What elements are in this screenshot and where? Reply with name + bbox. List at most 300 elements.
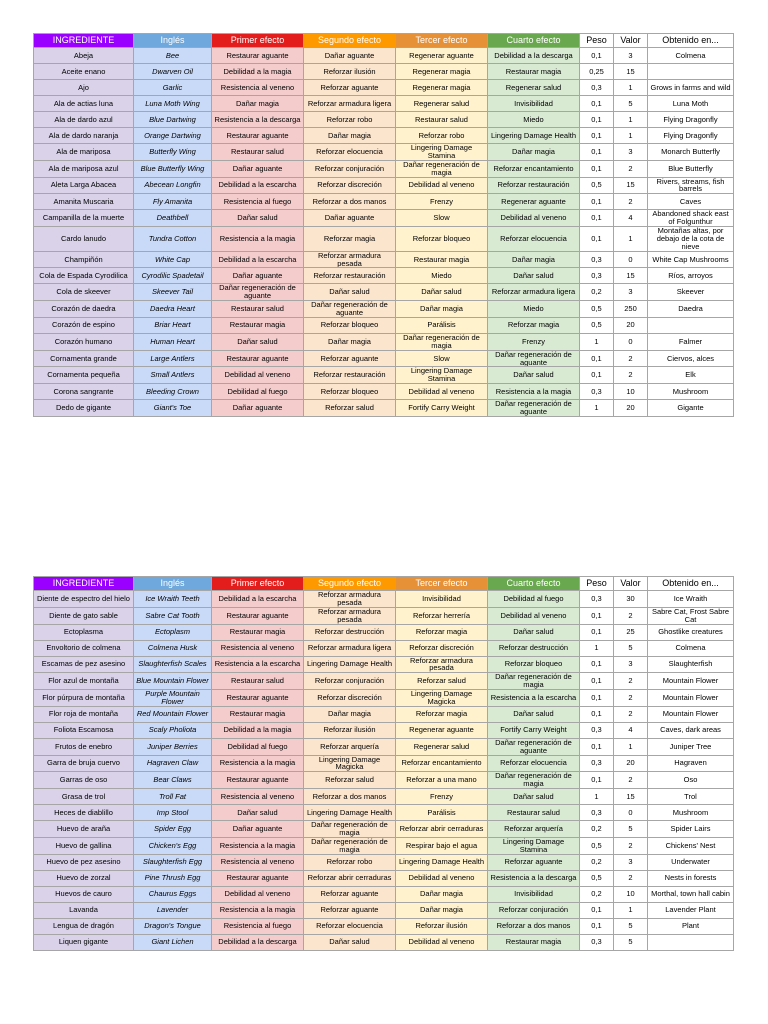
cell-peso: 0,3: [580, 591, 614, 608]
cell-segundo-efecto: Reforzar abrir cerraduras: [304, 870, 396, 886]
cell-tercer-efecto: Reforzar a una mano: [396, 772, 488, 789]
header-tercer-efecto: Tercer efecto: [396, 34, 488, 48]
cell-peso: 0,1: [580, 673, 614, 690]
cell-peso: 0,1: [580, 902, 614, 918]
cell-cuarto-efecto: Debilidad al fuego: [488, 591, 580, 608]
cell-tercer-efecto: Reforzar armadura pesada: [396, 656, 488, 673]
cell-peso: 1: [580, 789, 614, 805]
cell-tercer-efecto: Slow: [396, 210, 488, 227]
cell-ingrediente: Flor roja de montaña: [34, 706, 134, 722]
table-row: [34, 268, 734, 284]
cell-ingrediente: Garras de oso: [34, 772, 134, 789]
cell-segundo-efecto: Reforzar arquería: [304, 738, 396, 755]
table-row: [34, 317, 734, 333]
cell-obtenido: Ice Wraith: [648, 591, 734, 608]
cell-cuarto-efecto: Dañar regeneración de aguante: [488, 738, 580, 755]
header-ingrediente: INGREDIENTE: [34, 577, 134, 591]
cell-ingles: Small Antlers: [134, 367, 212, 384]
cell-segundo-efecto: Dañar regeneración de aguante: [304, 301, 396, 318]
cell-obtenido: Abandoned shack east of Folgunthur: [648, 210, 734, 227]
cell-primer-efecto: Dañar aguante: [212, 268, 304, 284]
cell-segundo-efecto: Reforzar a dos manos: [304, 789, 396, 805]
cell-tercer-efecto: Reforzar robo: [396, 128, 488, 144]
cell-obtenido: Montañas altas, por debajo de la cota de nieve: [648, 227, 734, 252]
cell-ingles: Briar Heart: [134, 317, 212, 333]
cell-tercer-efecto: Restaurar salud: [396, 112, 488, 128]
cell-tercer-efecto: Dañar regeneración de magia: [396, 160, 488, 177]
cell-segundo-efecto: Reforzar discreción: [304, 690, 396, 707]
cell-obtenido: Nests in forests: [648, 870, 734, 886]
cell-valor: 4: [614, 210, 648, 227]
cell-peso: 0,1: [580, 112, 614, 128]
cell-ingrediente: Corazón humano: [34, 333, 134, 350]
cell-ingrediente: Champiñón: [34, 251, 134, 268]
cell-peso: 0,1: [580, 350, 614, 367]
cell-ingrediente: Liquen gigante: [34, 934, 134, 950]
cell-segundo-efecto: Reforzar aguante: [304, 350, 396, 367]
cell-peso: 0,1: [580, 227, 614, 252]
cell-obtenido: Caves, dark areas: [648, 722, 734, 738]
cell-valor: 1: [614, 902, 648, 918]
cell-ingrediente: Huevo de araña: [34, 821, 134, 838]
cell-valor: 5: [614, 821, 648, 838]
cell-obtenido: Lavender Plant: [648, 902, 734, 918]
cell-cuarto-efecto: Dañar salud: [488, 268, 580, 284]
cell-ingles: Blue Butterfly Wing: [134, 160, 212, 177]
cell-segundo-efecto: Reforzar robo: [304, 854, 396, 870]
cell-segundo-efecto: Lingering Damage Health: [304, 656, 396, 673]
table-row: [34, 656, 734, 673]
cell-segundo-efecto: Reforzar armadura pesada: [304, 591, 396, 608]
cell-peso: 0,1: [580, 624, 614, 640]
cell-obtenido: Spider Lairs: [648, 821, 734, 838]
cell-valor: 5: [614, 934, 648, 950]
cell-tercer-efecto: Dañar magia: [396, 902, 488, 918]
cell-ingles: Chicken's Egg: [134, 837, 212, 854]
cell-primer-efecto: Restaurar aguante: [212, 772, 304, 789]
cell-peso: 0,5: [580, 837, 614, 854]
cell-valor: 3: [614, 144, 648, 161]
cell-peso: 0,3: [580, 251, 614, 268]
cell-cuarto-efecto: Debilidad al veneno: [488, 210, 580, 227]
cell-tercer-efecto: Frenzy: [396, 789, 488, 805]
cell-peso: 0,2: [580, 886, 614, 902]
table-row: [34, 755, 734, 772]
cell-obtenido: Colmena: [648, 48, 734, 64]
cell-primer-efecto: Dañar salud: [212, 805, 304, 821]
table-row: [34, 607, 734, 624]
cell-ingrediente: Frutos de enebro: [34, 738, 134, 755]
cell-valor: 2: [614, 160, 648, 177]
cell-primer-efecto: Debilidad al fuego: [212, 384, 304, 400]
cell-cuarto-efecto: Frenzy: [488, 333, 580, 350]
cell-obtenido: Flying Dragonfly: [648, 128, 734, 144]
table-row: [34, 805, 734, 821]
cell-segundo-efecto: Dañar aguante: [304, 48, 396, 64]
cell-valor: 2: [614, 706, 648, 722]
cell-primer-efecto: Restaurar aguante: [212, 48, 304, 64]
cell-valor: 25: [614, 624, 648, 640]
cell-ingrediente: Lengua de dragón: [34, 918, 134, 934]
cell-cuarto-efecto: Reforzar elocuencia: [488, 227, 580, 252]
table-row: [34, 128, 734, 144]
cell-ingles: Human Heart: [134, 333, 212, 350]
table-row: [34, 722, 734, 738]
cell-tercer-efecto: Regenerar aguante: [396, 722, 488, 738]
cell-peso: 0,2: [580, 821, 614, 838]
cell-cuarto-efecto: Lingering Damage Health: [488, 128, 580, 144]
cell-peso: 0,1: [580, 210, 614, 227]
cell-segundo-efecto: Lingering Damage Health: [304, 805, 396, 821]
table-row: [34, 64, 734, 80]
header-ingles: Inglés: [134, 34, 212, 48]
header-primer-efecto: Primer efecto: [212, 577, 304, 591]
cell-primer-efecto: Restaurar magia: [212, 624, 304, 640]
cell-ingrediente: Flor azul de montaña: [34, 673, 134, 690]
cell-obtenido: Caves: [648, 194, 734, 210]
cell-obtenido: Hagraven: [648, 755, 734, 772]
table-row: [34, 690, 734, 707]
table-row: [34, 112, 734, 128]
cell-ingles: Imp Stool: [134, 805, 212, 821]
cell-tercer-efecto: Parálisis: [396, 317, 488, 333]
cell-ingles: Deathbell: [134, 210, 212, 227]
cell-valor: 0: [614, 805, 648, 821]
table-row: [34, 144, 734, 161]
cell-ingrediente: Flor púrpura de montaña: [34, 690, 134, 707]
cell-ingles: Orange Dartwing: [134, 128, 212, 144]
cell-peso: 0,5: [580, 301, 614, 318]
cell-ingrediente: Cola de skeever: [34, 284, 134, 301]
cell-valor: 15: [614, 177, 648, 194]
cell-ingles: Purple Mountain Flower: [134, 690, 212, 707]
cell-ingrediente: Aleta Larga Abacea: [34, 177, 134, 194]
cell-tercer-efecto: Miedo: [396, 268, 488, 284]
cell-cuarto-efecto: Restaurar salud: [488, 805, 580, 821]
cell-obtenido: Blue Butterfly: [648, 160, 734, 177]
cell-obtenido: Elk: [648, 367, 734, 384]
cell-ingles: Cyrodilic Spadetail: [134, 268, 212, 284]
cell-ingrediente: Huevo de pez asesino: [34, 854, 134, 870]
cell-ingles: Pine Thrush Egg: [134, 870, 212, 886]
cell-cuarto-efecto: Restaurar magia: [488, 64, 580, 80]
cell-tercer-efecto: Lingering Damage Stamina: [396, 144, 488, 161]
cell-cuarto-efecto: Debilidad a la descarga: [488, 48, 580, 64]
cell-obtenido: [648, 317, 734, 333]
table-row: [34, 301, 734, 318]
cell-peso: 0,3: [580, 755, 614, 772]
cell-primer-efecto: Dañar salud: [212, 333, 304, 350]
cell-ingles: Garlic: [134, 80, 212, 96]
cell-ingles: Blue Dartwing: [134, 112, 212, 128]
cell-tercer-efecto: Reforzar magia: [396, 624, 488, 640]
cell-cuarto-efecto: Resistencia a la magia: [488, 384, 580, 400]
cell-ingrediente: Ajo: [34, 80, 134, 96]
cell-peso: 0,1: [580, 144, 614, 161]
cell-primer-efecto: Dañar aguante: [212, 400, 304, 417]
header-ingles: Inglés: [134, 577, 212, 591]
cell-ingles: Large Antlers: [134, 350, 212, 367]
cell-obtenido: Underwater: [648, 854, 734, 870]
cell-valor: 3: [614, 854, 648, 870]
cell-valor: 1: [614, 128, 648, 144]
header-cuarto-efecto: Cuarto efecto: [488, 577, 580, 591]
cell-obtenido: Flying Dragonfly: [648, 112, 734, 128]
cell-tercer-efecto: Regenerar aguante: [396, 48, 488, 64]
cell-primer-efecto: Restaurar aguante: [212, 690, 304, 707]
cell-ingles: Red Mountain Flower: [134, 706, 212, 722]
cell-peso: 0,5: [580, 177, 614, 194]
cell-tercer-efecto: Debilidad al veneno: [396, 177, 488, 194]
cell-peso: 0,1: [580, 160, 614, 177]
cell-ingles: Lavender: [134, 902, 212, 918]
table-row: [34, 837, 734, 854]
cell-ingrediente: Ala de mariposa azul: [34, 160, 134, 177]
cell-valor: 3: [614, 48, 648, 64]
cell-segundo-efecto: Reforzar destrucción: [304, 624, 396, 640]
cell-peso: 0,1: [580, 367, 614, 384]
cell-valor: 1: [614, 112, 648, 128]
cell-primer-efecto: Resistencia a la descarga: [212, 112, 304, 128]
header-obtenido: Obtenido en...: [648, 577, 734, 591]
cell-valor: 20: [614, 317, 648, 333]
cell-cuarto-efecto: Dañar salud: [488, 706, 580, 722]
cell-primer-efecto: Resistencia a la magia: [212, 227, 304, 252]
cell-ingles: Tundra Cotton: [134, 227, 212, 252]
table-row: [34, 80, 734, 96]
table-row: [34, 854, 734, 870]
cell-ingrediente: Huevos de cauro: [34, 886, 134, 902]
cell-peso: 0,1: [580, 194, 614, 210]
cell-ingles: Colmena Husk: [134, 640, 212, 656]
cell-cuarto-efecto: Dañar salud: [488, 367, 580, 384]
cell-segundo-efecto: Reforzar discreción: [304, 177, 396, 194]
cell-segundo-efecto: Reforzar aguante: [304, 886, 396, 902]
cell-segundo-efecto: Reforzar armadura ligera: [304, 640, 396, 656]
cell-obtenido: Morthal, town hall cabin: [648, 886, 734, 902]
header-valor: Valor: [614, 577, 648, 591]
cell-valor: 3: [614, 656, 648, 673]
cell-obtenido: Daedra: [648, 301, 734, 318]
cell-ingrediente: Ala de dardo azul: [34, 112, 134, 128]
cell-obtenido: [648, 64, 734, 80]
cell-obtenido: Monarch Butterfly: [648, 144, 734, 161]
cell-primer-efecto: Debilidad a la escarcha: [212, 591, 304, 608]
cell-valor: 3: [614, 284, 648, 301]
cell-cuarto-efecto: Fortify Carry Weight: [488, 722, 580, 738]
cell-valor: 2: [614, 350, 648, 367]
cell-tercer-efecto: Parálisis: [396, 805, 488, 821]
cell-peso: 0,5: [580, 870, 614, 886]
cell-segundo-efecto: Dañar magia: [304, 706, 396, 722]
cell-ingles: Luna Moth Wing: [134, 96, 212, 112]
cell-obtenido: Juniper Tree: [648, 738, 734, 755]
cell-peso: 1: [580, 640, 614, 656]
cell-segundo-efecto: Dañar aguante: [304, 210, 396, 227]
cell-valor: 20: [614, 755, 648, 772]
cell-ingles: Sabre Cat Tooth: [134, 607, 212, 624]
cell-cuarto-efecto: Reforzar restauración: [488, 177, 580, 194]
cell-peso: 1: [580, 400, 614, 417]
cell-valor: 15: [614, 789, 648, 805]
cell-obtenido: Colmena: [648, 640, 734, 656]
cell-obtenido: Ciervos, alces: [648, 350, 734, 367]
cell-tercer-efecto: Respirar bajo el agua: [396, 837, 488, 854]
cell-segundo-efecto: Reforzar aguante: [304, 80, 396, 96]
cell-tercer-efecto: Reforzar encantamiento: [396, 755, 488, 772]
cell-segundo-efecto: Reforzar restauración: [304, 268, 396, 284]
table-row: [34, 384, 734, 400]
cell-tercer-efecto: Reforzar abrir cerraduras: [396, 821, 488, 838]
cell-valor: 2: [614, 690, 648, 707]
cell-cuarto-efecto: Invisibilidad: [488, 96, 580, 112]
cell-valor: 5: [614, 640, 648, 656]
cell-peso: 1: [580, 333, 614, 350]
cell-segundo-efecto: Reforzar armadura pesada: [304, 607, 396, 624]
cell-primer-efecto: Debilidad al veneno: [212, 886, 304, 902]
cell-cuarto-efecto: Dañar regeneración de magia: [488, 673, 580, 690]
cell-obtenido: Plant: [648, 918, 734, 934]
table-row: [34, 400, 734, 417]
cell-primer-efecto: Resistencia al fuego: [212, 918, 304, 934]
cell-segundo-efecto: Reforzar armadura pesada: [304, 251, 396, 268]
cell-ingrediente: Dedo de gigante: [34, 400, 134, 417]
table-row: [34, 821, 734, 838]
cell-primer-efecto: Resistencia al veneno: [212, 789, 304, 805]
cell-ingles: Slaughterfish Egg: [134, 854, 212, 870]
cell-ingles: Ice Wraith Teeth: [134, 591, 212, 608]
table-row: [34, 886, 734, 902]
cell-segundo-efecto: Dañar regeneración de magia: [304, 837, 396, 854]
cell-ingles: Blue Mountain Flower: [134, 673, 212, 690]
cell-obtenido: Chickens' Nest: [648, 837, 734, 854]
cell-cuarto-efecto: Dañar magia: [488, 251, 580, 268]
cell-ingrediente: Cardo lanudo: [34, 227, 134, 252]
cell-cuarto-efecto: Lingering Damage Stamina: [488, 837, 580, 854]
table-row: [34, 870, 734, 886]
header-valor: Valor: [614, 34, 648, 48]
cell-ingrediente: Escamas de pez asesino: [34, 656, 134, 673]
cell-segundo-efecto: Reforzar robo: [304, 112, 396, 128]
header-segundo-efecto: Segundo efecto: [304, 577, 396, 591]
cell-ingrediente: Huevo de gallina: [34, 837, 134, 854]
cell-cuarto-efecto: Reforzar bloqueo: [488, 656, 580, 673]
cell-tercer-efecto: Restaurar magia: [396, 251, 488, 268]
cell-obtenido: Falmer: [648, 333, 734, 350]
cell-ingrediente: Grasa de trol: [34, 789, 134, 805]
header-ingrediente: INGREDIENTE: [34, 34, 134, 48]
cell-ingrediente: Amanita Muscaria: [34, 194, 134, 210]
cell-segundo-efecto: Reforzar restauración: [304, 367, 396, 384]
cell-ingrediente: Ala de dardo naranja: [34, 128, 134, 144]
cell-valor: 5: [614, 918, 648, 934]
cell-cuarto-efecto: Dañar magia: [488, 144, 580, 161]
cell-tercer-efecto: Regenerar salud: [396, 738, 488, 755]
cell-obtenido: Slaughterfish: [648, 656, 734, 673]
cell-tercer-efecto: Debilidad al veneno: [396, 934, 488, 950]
cell-ingles: Juniper Berries: [134, 738, 212, 755]
table-row: [34, 284, 734, 301]
cell-valor: 2: [614, 870, 648, 886]
cell-ingrediente: Ectoplasma: [34, 624, 134, 640]
cell-ingles: Spider Egg: [134, 821, 212, 838]
cell-valor: 250: [614, 301, 648, 318]
cell-primer-efecto: Debilidad al veneno: [212, 367, 304, 384]
cell-tercer-efecto: Dañar magia: [396, 301, 488, 318]
cell-valor: 0: [614, 251, 648, 268]
cell-ingrediente: Corazón de daedra: [34, 301, 134, 318]
cell-ingles: Ectoplasm: [134, 624, 212, 640]
cell-primer-efecto: Dañar regeneración de aguante: [212, 284, 304, 301]
cell-ingles: Butterfly Wing: [134, 144, 212, 161]
cell-cuarto-efecto: Reforzar arquería: [488, 821, 580, 838]
cell-cuarto-efecto: Reforzar destrucción: [488, 640, 580, 656]
cell-obtenido: Gigante: [648, 400, 734, 417]
cell-valor: 0: [614, 333, 648, 350]
cell-ingles: Bleeding Crown: [134, 384, 212, 400]
cell-primer-efecto: Restaurar aguante: [212, 350, 304, 367]
cell-valor: 2: [614, 772, 648, 789]
cell-valor: 20: [614, 400, 648, 417]
cell-peso: 0,1: [580, 706, 614, 722]
cell-obtenido: Luna Moth: [648, 96, 734, 112]
cell-cuarto-efecto: Resistencia a la escarcha: [488, 690, 580, 707]
cell-tercer-efecto: Reforzar ilusión: [396, 918, 488, 934]
table-row: [34, 96, 734, 112]
cell-valor: 1: [614, 227, 648, 252]
cell-segundo-efecto: Reforzar elocuencia: [304, 918, 396, 934]
table-row: [34, 934, 734, 950]
cell-ingles: Bear Claws: [134, 772, 212, 789]
cell-segundo-efecto: Reforzar elocuencia: [304, 144, 396, 161]
cell-peso: 0,1: [580, 918, 614, 934]
ingredients-table-2: [33, 576, 734, 951]
cell-obtenido: Trol: [648, 789, 734, 805]
cell-primer-efecto: Resistencia a la escarcha: [212, 656, 304, 673]
cell-ingles: Bee: [134, 48, 212, 64]
cell-peso: 0,2: [580, 284, 614, 301]
cell-primer-efecto: Debilidad a la magia: [212, 64, 304, 80]
cell-ingrediente: Ala de actias luna: [34, 96, 134, 112]
cell-ingrediente: Ala de mariposa: [34, 144, 134, 161]
cell-segundo-efecto: Reforzar conjuración: [304, 160, 396, 177]
cell-valor: 15: [614, 268, 648, 284]
cell-tercer-efecto: Dañar magia: [396, 886, 488, 902]
header-segundo-efecto: Segundo efecto: [304, 34, 396, 48]
cell-ingrediente: Garra de bruja cuervo: [34, 755, 134, 772]
cell-cuarto-efecto: Reforzar aguante: [488, 854, 580, 870]
cell-cuarto-efecto: Dañar regeneración de aguante: [488, 400, 580, 417]
cell-segundo-efecto: Dañar salud: [304, 284, 396, 301]
cell-ingrediente: Huevo de zorzal: [34, 870, 134, 886]
cell-cuarto-efecto: Dañar regeneración de aguante: [488, 350, 580, 367]
table-header-row: [34, 577, 734, 591]
ingredients-table-1: [33, 33, 734, 417]
cell-valor: 1: [614, 738, 648, 755]
cell-tercer-efecto: Fortify Carry Weight: [396, 400, 488, 417]
cell-segundo-efecto: Lingering Damage Magicka: [304, 755, 396, 772]
table-row: [34, 251, 734, 268]
cell-ingrediente: Foliota Escamosa: [34, 722, 134, 738]
cell-valor: 1: [614, 80, 648, 96]
cell-obtenido: Sabre Cat, Frost Sabre Cat: [648, 607, 734, 624]
cell-valor: 2: [614, 673, 648, 690]
cell-obtenido: Mountain Flower: [648, 690, 734, 707]
cell-primer-efecto: Restaurar magia: [212, 317, 304, 333]
cell-tercer-efecto: Reforzar magia: [396, 706, 488, 722]
cell-cuarto-efecto: Resistencia a la descarga: [488, 870, 580, 886]
cell-primer-efecto: Restaurar aguante: [212, 128, 304, 144]
